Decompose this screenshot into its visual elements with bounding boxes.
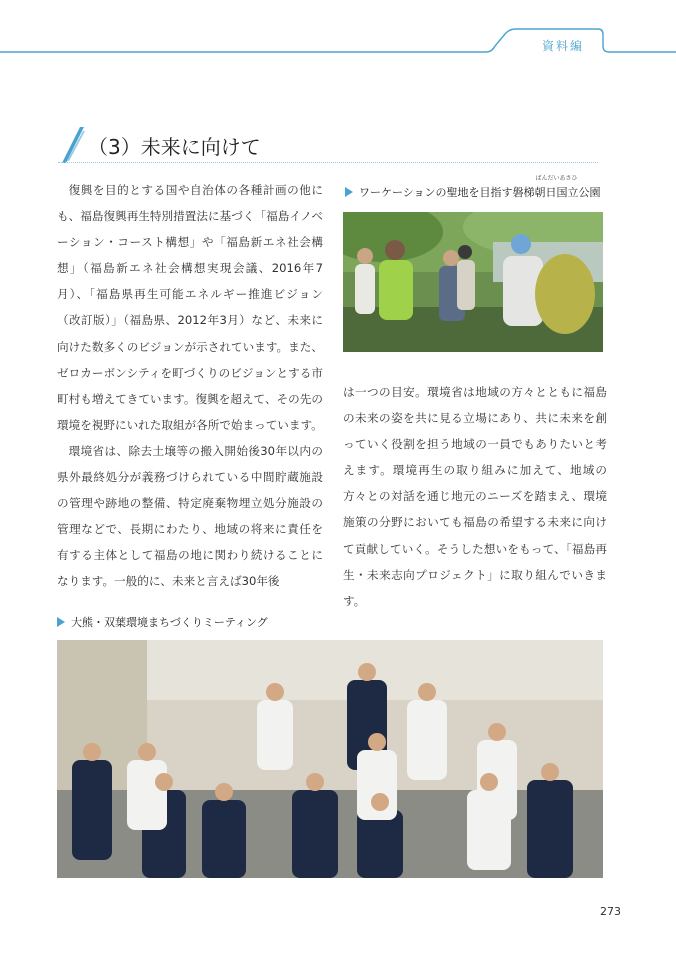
body-paragraph: は一つの目安。環境省は地域の方々とともに福島の未来の姿を共に見る立場にあり、共に未来を創っていく役割を担う地域の一員でもありたいと考えます。環境再生の取り組みに加えて、地域の方々との対話を通じ地元のニーズを踏まえ、環境施策の分野においても福島の希望する未来に向けて貢献していく。そうした想いをもって、「福島再生・未来志向プロジェクト」に取り組んでいきます。 (343, 385, 607, 608)
body-left-column (57, 177, 323, 595)
photo-top-caption (345, 175, 601, 200)
photo-top-caption-prefix: ワーケーションの聖地を目指す (359, 186, 513, 199)
page-number: 273 (600, 905, 621, 918)
photo-top-caption-place: 磐梯朝日国立公園 (512, 186, 601, 199)
photo-top-caption-ruby: ばんだいあさひ (535, 175, 578, 182)
caption-triangle-icon (345, 187, 353, 197)
photo-bottom-caption (57, 614, 268, 630)
photo-top-caption-place-wrap (512, 175, 601, 200)
header-tab-label: 資料編 (541, 39, 584, 53)
body-right-column (343, 379, 607, 614)
photo-workation-group (343, 212, 603, 352)
caption-triangle-icon (57, 617, 65, 627)
section-title: （3）未来に向けて (88, 135, 261, 159)
photo-meeting-group (57, 640, 603, 878)
body-paragraph: 復興を目的とする国や自治体の各種計画の他にも、福島復興再生特別措置法に基づく「福島イノベーション・コースト構想」や「福島新エネ社会構想」（福島新エネ社会構想実現会議、2016年7月）、「福島県再生可能エネルギー推進ビジョン（改訂版）」（福島県、2012年3月）など、未来に向けた数多くのビジョンが示されています。また、ゼロカーボンシティを町づくりのビジョンとする市町村も増えてきています。復興を超えて、その先の環境を視野にいれた取組が各所で始まっています。 (57, 183, 323, 432)
section-divider (58, 162, 598, 163)
body-paragraph: 環境省は、除去土壌等の搬入開始後30年以内の県外最終処分が義務づけられている中間貯蔵施設の管理や跡地の整備、特定廃棄物埋立処分施設の管理などで、長期にわたり、地域の将来に責任を有する主体として福島の地に関わり続けることになります。一般的に、未来と言えば30年後 (57, 443, 323, 589)
photo-bottom-caption-text: 大熊・双葉環境まちづくりミーティング (71, 616, 268, 629)
section-slash-icon (58, 125, 88, 165)
